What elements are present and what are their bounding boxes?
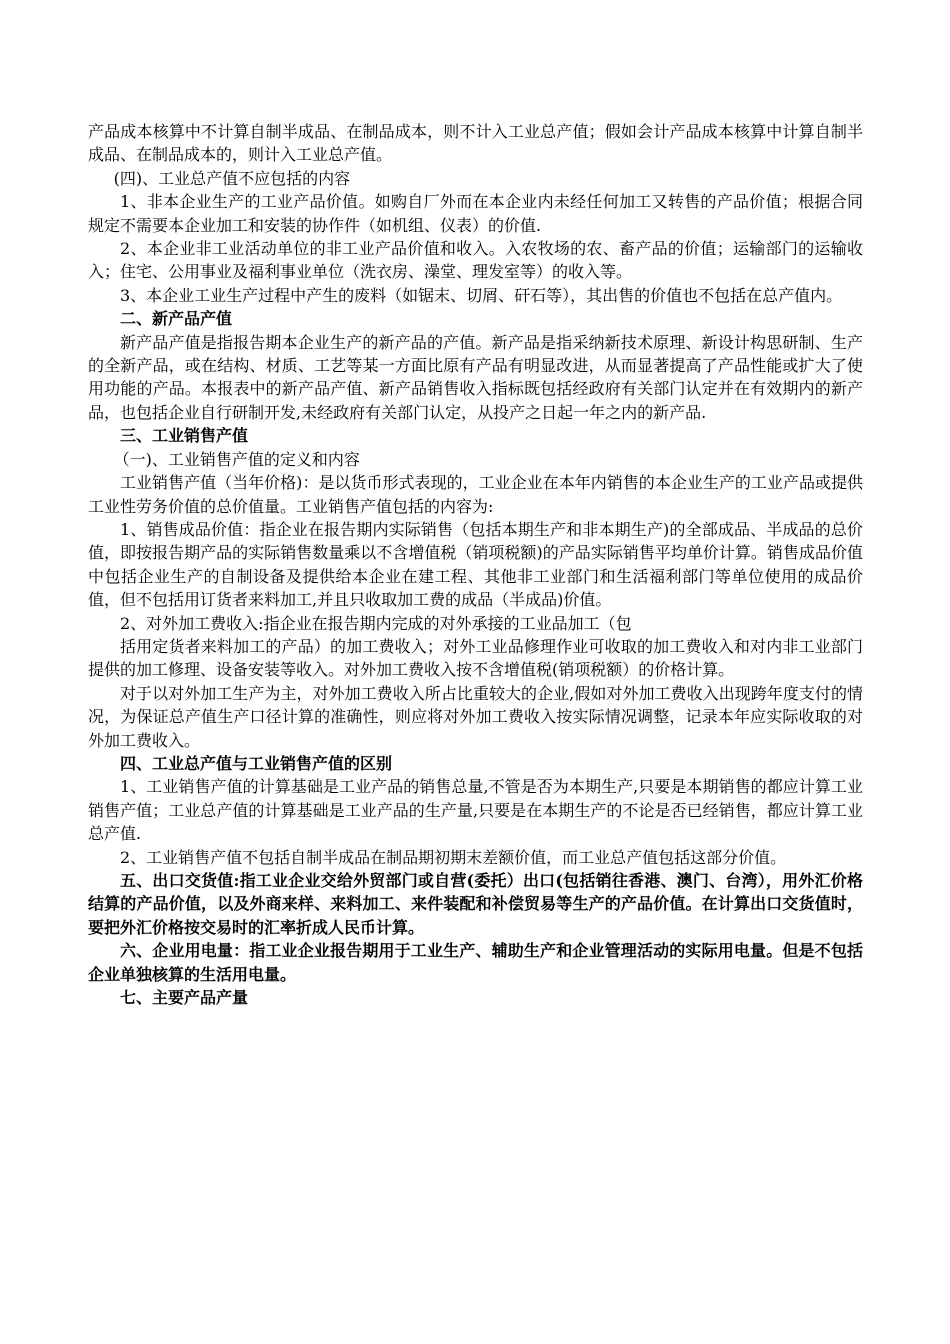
document-page (88, 120, 863, 1009)
bold-paragraph: 六、企业用电量：指工业企业报告期用于工业生产、辅助生产和企业管理活动的实际用电量。但是不包括企业单独核算的生活用电量。 (88, 941, 863, 984)
paragraph: 产品成本核算中不计算自制半成品、在制品成本，则不计入工业总产值；假如会计产品成本核算中计算自制半成品、在制品成本的，则计入工业总产值。 (88, 122, 863, 165)
section-heading: 三、工业销售产值 (120, 426, 249, 446)
paragraph: 1、工业销售产值的计算基础是工业产品的销售总量,不管是否为本期生产,只要是本期销售的都应计算工业销售产值；工业总产值的计算基础是工业产品的生产量,只要是在本期生产的不论是否已经销售，都应计算工业总产值. (88, 777, 863, 844)
paragraph: 2、工业销售产值不包括自制半成品在制品期初期末差额价值，而工业总产值包括这部分价值。 (120, 847, 787, 867)
bold-paragraph: 五、出口交货值:指工业企业交给外贸部门或自营(委托）出口(包括销往香港、澳门、台湾），用外汇价格结算的产品价值，以及外商来样、来料加工、来件装配和补偿贸易等生产的产品价值。在计算出口交货值时，要把外汇价格按交易时的汇率折成人民币计算。 (88, 871, 863, 937)
paragraph: 新产品产值是指报告期本企业生产的新产品的产值。新产品是指采纳新技术原理、新设计构思研制、生产的全新产品，或在结构、材质、工艺等某一方面比原有产品有明显改进，从而显著提高了产品性能或扩大了使用功能的产品。本报表中的新产品产值、新产品销售收入指标既包括经政府有关部门认定并在有效期内的新产品，也包括企业自行研制开发,未经政府有关部门认定，从投产之日起一年之内的新产品. (88, 332, 863, 422)
section-subheading: （一)、工业销售产值的定义和内容 (113, 449, 360, 469)
paragraph: 工业销售产值（当年价格)：是以货币形式表现的，工业企业在本年内销售的本企业生产的工业产品或提供工业性劳务价值的总价值量。工业销售产值包括的内容为: (88, 473, 863, 516)
paragraph: 2、本企业非工业活动单位的非工业产品价值和收入。入农牧场的农、畜产品的价值；运输部门的运输收入；住宅、公用事业及福利事业单位（洗衣房、澡堂、理发室等）的收入等。 (88, 239, 863, 282)
paragraph: 2、对外加工费收入:指企业在报告期内完成的对外承接的工业品加工（包 (120, 613, 632, 633)
section-heading: 二、新产品产值 (120, 309, 233, 329)
section-heading: 七、主要产品产量 (120, 988, 249, 1008)
section-heading: 四、工业总产值与工业销售产值的区别 (120, 753, 393, 773)
section-subheading: (四)、工业总产值不应包括的内容 (113, 168, 351, 188)
paragraph: 1、销售成品价值：指企业在报告期内实际销售（包括本期生产和非本期生产)的全部成品、半成品的总价值，即按报告期产品的实际销售数量乘以不含增值税（销项税额)的产品实际销售平均单价计算。销售成品价值中包括企业生产的自制设备及提供给本企业在建工程、其他非工业部门和生活福利部门等单位使用的成品价值，但不包括用订货者来料加工,并且只收取加工费的成品（半成品)价值。 (88, 519, 863, 610)
paragraph: 1、非本企业生产的工业产品价值。如购自厂外而在本企业内未经任何加工又转售的产品价值；根据合同规定不需要本企业加工和安装的协作件（如机组、仪表）的价值. (88, 192, 863, 235)
paragraph: 对于以对外加工生产为主，对外加工费收入所占比重较大的企业,假如对外加工费收入出现跨年度支付的情况，为保证总产值生产口径计算的准确性，则应将对外加工费收入按实际情况调整，记录本年应实际收取的对外加工费收入。 (88, 683, 863, 750)
paragraph: 括用定货者来料加工的产品）的加工费收入；对外工业品修理作业可收取的加工费收入和对内非工业部门提供的加工修理、设备安装等收入。对外加工费收入按不含增值税(销项税额）的价格计算。 (88, 636, 863, 680)
paragraph: 3、本企业工业生产过程中产生的废料（如锯末、切屑、矸石等），其出售的价值也不包括在总产值内。 (120, 285, 843, 305)
